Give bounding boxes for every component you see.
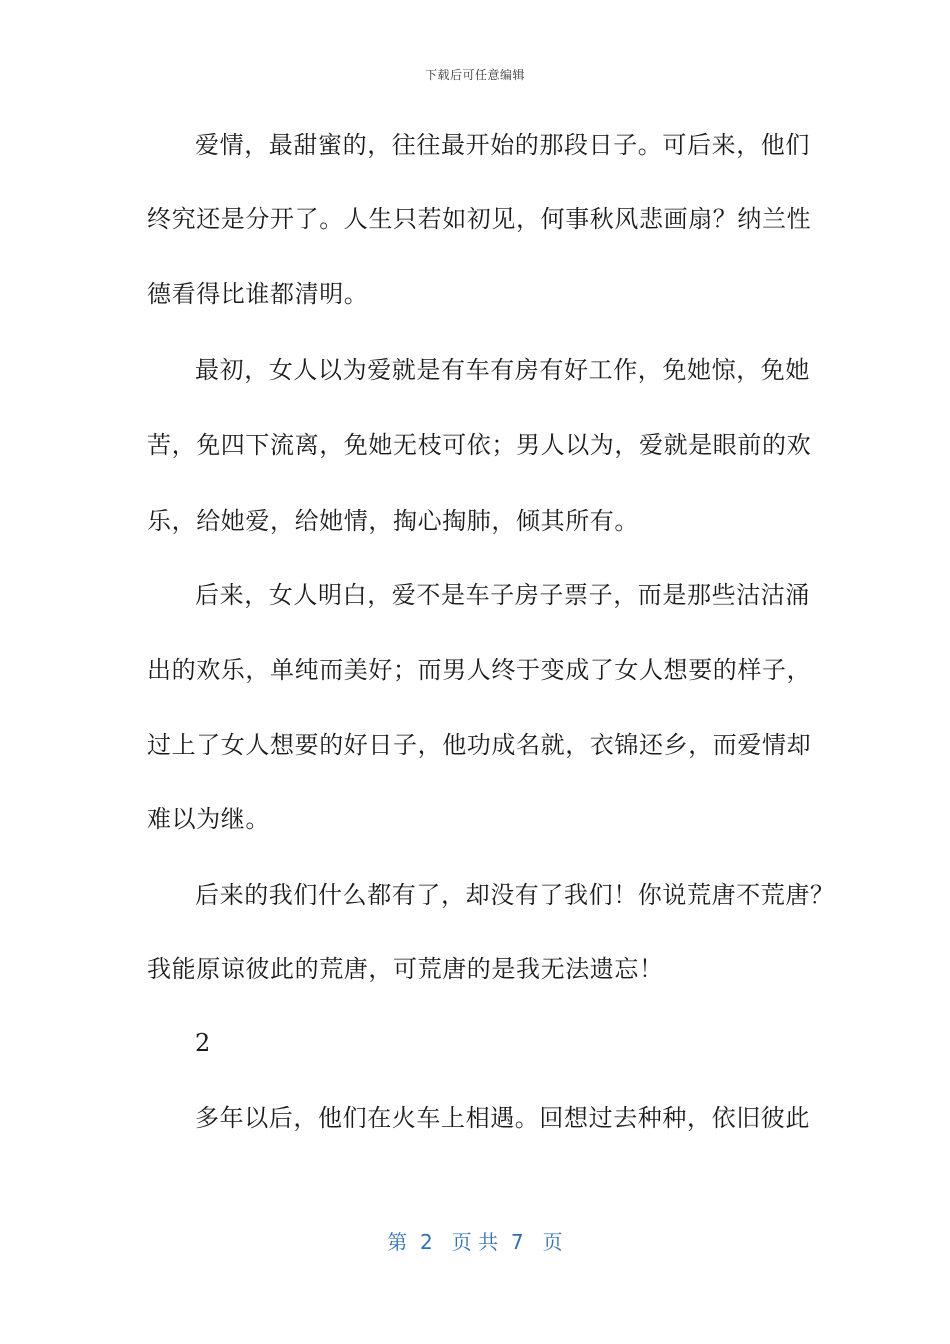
paragraph-1-line-1: 爱情，最甜蜜的，往往最开始的那段日子。可后来，他们 [195, 131, 810, 159]
paragraph-4-line-2: 我能原谅彼此的荒唐，可荒唐的是我无法遗忘！ [147, 955, 664, 983]
paragraph-1-line-3: 德看得比谁都清明。 [147, 280, 369, 308]
paragraph-3-line-1: 后来，女人明白，爱不是车子房子票子，而是那些沽沽涌 [195, 581, 810, 609]
page-number-footer: 第 2 页 共 7 页 [387, 1230, 563, 1254]
paragraph-3-line-2: 出的欢乐，单纯而美好；而男人终于变成了女人想要的样子， [147, 656, 812, 684]
paragraph-4-line-1: 后来的我们什么都有了，却没有了我们！你说荒唐不荒唐？ [195, 881, 835, 909]
page-header: 下载后可任意编辑 [424, 68, 525, 82]
paragraph-2-line-1: 最初，女人以为爱就是有车有房有好工作，免她惊，免她 [195, 356, 810, 384]
paragraph-5-line-1: 多年以后，他们在火车上相遇。回想过去种种，依旧彼此 [195, 1104, 810, 1132]
paragraph-3-line-4: 难以为继。 [147, 805, 270, 833]
paragraph-1-line-2: 终究还是分开了。人生只若如初见，何事秋风悲画扇？纳兰性 [147, 205, 812, 233]
paragraph-3-line-3: 过上了女人想要的好日子，他功成名就，衣锦还乡，而爱情却 [147, 731, 812, 759]
paragraph-2-line-2: 苦，免四下流离，免她无枝可依；男人以为，爱就是眼前的欢 [147, 431, 812, 459]
paragraph-2-line-3: 乐，给她爱，给她情，掏心掏肺，倾其所有。 [147, 507, 639, 535]
section-number: 2 [195, 1029, 211, 1057]
